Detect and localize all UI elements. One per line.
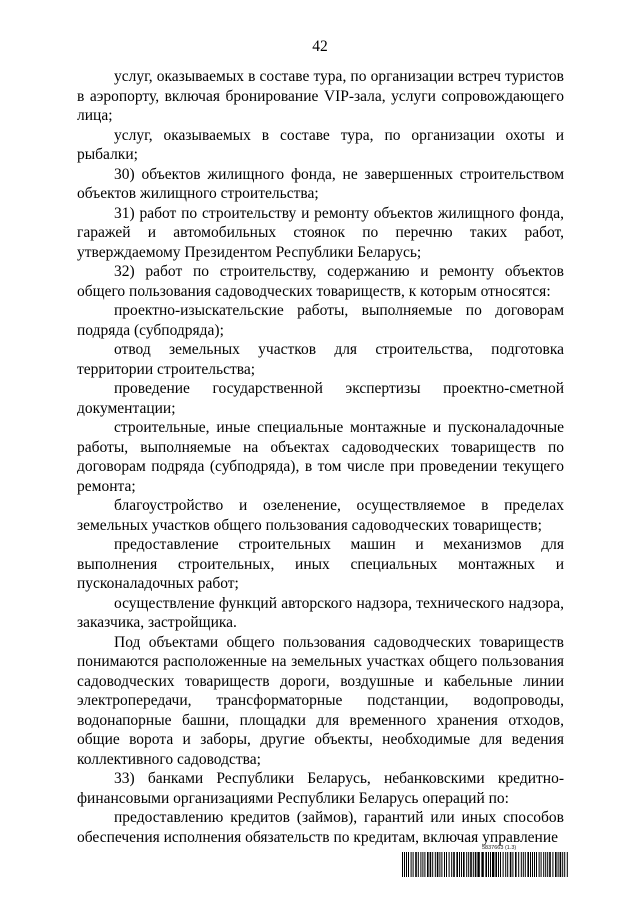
paragraph: проведение государственной экспертизы проектно-сметной документации;: [77, 380, 564, 417]
document-code: 5837663 (1.3): [482, 845, 517, 851]
paragraph: 30) объектов жилищного фонда, не завершенных строительством объектов жилищного строительства;: [77, 165, 564, 202]
paragraph: услуг, оказываемых в составе тура, по организации встреч туристов в аэропорту, включая бронирование VIP-зала, услуги сопровождающего лица;: [77, 68, 564, 124]
paragraph: услуг, оказываемых в составе тура, по организации охоты и рыбалки;: [77, 126, 564, 163]
paragraph: 32) работ по строительству, содержанию и ремонту объектов общего пользования садоводческих товариществ, к которым относятся:: [77, 263, 564, 300]
paragraph: строительные, иные специальные монтажные и пусконаладочные работы, выполняемые на объектах садоводческих товариществ по договорам подряда (субподряда), в том числе при проведении текущего ремонта;: [77, 419, 564, 495]
page-number: 42: [312, 38, 328, 55]
barcode: [402, 852, 569, 877]
body-text: [77, 67, 564, 847]
paragraph: 31) работ по строительству и ремонту объектов жилищного фонда, гаражей и автомобильных стоянок по перечню таких работ, утверждаемому Президентом Республики Беларусь;: [77, 204, 564, 261]
paragraph: благоустройство и озеленение, осуществляемое в пределах земельных участков общего пользования садоводческих товариществ;: [77, 497, 564, 534]
paragraph: предоставление строительных машин и механизмов для выполнения строительных, иных специальных монтажных и пусконаладочных работ;: [77, 536, 564, 592]
paragraph: предоставлению кредитов (займов), гарантий или иных способов обеспечения исполнения обязательств по кредитам, включая управление: [77, 809, 564, 846]
paragraph: отвод земельных участков для строительства, подготовка территории строительства;: [77, 341, 564, 378]
paragraph: 33) банками Республики Беларусь, небанковскими кредитно-финансовыми организациями Республики Беларусь операций по:: [77, 770, 564, 807]
paragraph: Под объектами общего пользования садоводческих товариществ понимаются расположенные на земельных участках общего пользования садоводческих товариществ дороги, воздушные и кабельные линии электропередачи, трансформаторные подстанции, водопроводы, водонапорные башни, площадки для временного хранения отходов, общие ворота и заборы, другие объекты, необходимые для ведения коллективного садоводства;: [77, 633, 564, 768]
paragraph: осуществление функций авторского надзора, технического надзора, заказчика, застройщика.: [77, 594, 564, 631]
paragraph: проектно-изыскательские работы, выполняемые по договорам подряда (субподряда);: [77, 302, 564, 339]
